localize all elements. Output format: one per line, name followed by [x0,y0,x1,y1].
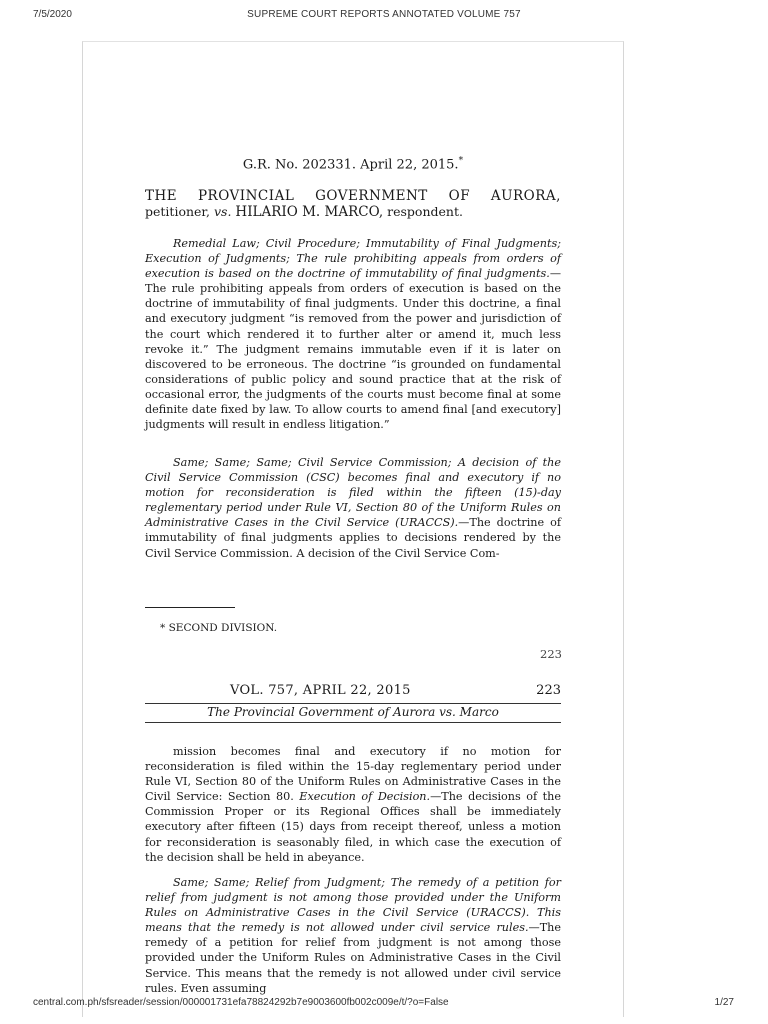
running-head-page: 223 [536,683,561,698]
running-head-volume: VOL. 757, APRIL 22, 2015 [230,683,411,698]
body-paragraph-1 [145,744,561,865]
respondent-label: respondent. [387,204,463,219]
page-number-bottom: 223 [540,647,562,661]
syllabus-1-headnote: Remedial Law; Civil Procedure; Immutability of Final Judgments; Execution of Judgments; The rule prohibiting appeals from orders of execution is based on the doctrine of immutability of final judgments. [145,237,561,281]
respondent-name: HILARIO M. MARCO, [235,204,384,220]
syllabus-paragraph-1 [145,236,561,432]
party-word: GOVERNMENT [315,188,428,204]
parties-line-2 [145,204,561,220]
body-paragraph-2 [145,875,561,996]
case-number-footnote-mark: * [458,156,464,166]
footnote: * SECOND DIVISION. [160,622,278,634]
body-2-text: —The remedy of a petition for relief from judgment is not among those provided under the Uniform Rules on Administrative Cases in the Civil Service. This means that the remedy is not allowed under civil service rules. Even assuming [145,921,561,995]
case-number-text: G.R. No. 202331. April 22, 2015. [242,157,459,173]
print-url: central.com.ph/sfsreader/session/000001731efa78824292b7e9003600fb002c009e/t/?o=False [33,997,449,1008]
party-word: AURORA, [490,188,561,204]
versus-label: vs. [213,204,232,219]
body-1-italic: Execution of Decision. [299,790,431,804]
print-footer [0,997,768,1013]
running-head-rule-top [145,703,561,704]
parties-line-1 [145,188,561,204]
running-head-case-title: The Provincial Government of Aurora vs. Marco [207,705,499,719]
print-date: 7/5/2020 [33,9,72,20]
case-number [145,156,561,172]
syllabus-2-headnote: Same; Same; Same; Civil Service Commission; A decision of the Civil Service Commission (CSC) becomes final and executory if no motion for reconsideration is filed within the fifteen (15)-day reglementary period under Rule VI, Section 80 of the Uniform Rules on Administrative Cases in the Civil Service (URACCS). [145,456,561,530]
syllabus-2-text: —The doctrine of immutability of final judgments applies to decisions rendered by the Civil Service Commission. A decision of the Civil Service Com- [145,516,562,560]
syllabus-paragraph-2 [145,455,561,561]
body-2-headnote: Same; Same; Relief from Judgment; The remedy of a petition for relief from judgment is not among those provided under the Uniform Rules on Administrative Cases in the Civil Service (URACCS). This means that the remedy is not allowed under civil service rules. [145,876,561,935]
party-word: OF [448,188,471,204]
syllabus-1-text: —The rule prohibiting appeals from orders of execution is based on the doctrine of immutability of final judgments. Under this doctrine, a final and executory judgment “is removed from the power and jurisdiction of the court which rendered it to further alter or amend it, much less revoke it.” The judgment remains immutable even if it is later on discovered to be erroneous. The doctrine “is grounded on fundamental considerations of public policy and sound practice that at the risk of occasional error, the judgments of the courts must become final at some definite date fixed by law. To allow courts to amend final [and executory] judgments will result in endless litigation.” [145,267,561,432]
print-page-count: 1/27 [714,997,734,1008]
party-word: PROVINCIAL [197,188,295,204]
print-title: SUPREME COURT REPORTS ANNOTATED VOLUME 757 [247,9,521,20]
body-1-text-a: mission becomes final and executory if no motion for reconsideration is filed within the 15-day reglementary period under Rule VI, Section 80 of the Uniform Rules on Administrative Cases in the Civil Service: Section 80. [145,745,561,804]
party-word: THE [145,188,178,204]
body-1-text-b: —The decisions of the Commission Proper or its Regional Offices shall be immediately executory after fifteen (15) days from receipt thereof, unless a motion for reconsideration is seasonably filed, in which case the execution of the decision shall be held in abeyance. [145,790,561,864]
petitioner-label: petitioner, [145,204,210,219]
print-header [0,9,768,25]
case-parties [145,188,561,220]
running-head-rule-bottom [145,722,561,723]
footnote-rule [145,607,235,608]
